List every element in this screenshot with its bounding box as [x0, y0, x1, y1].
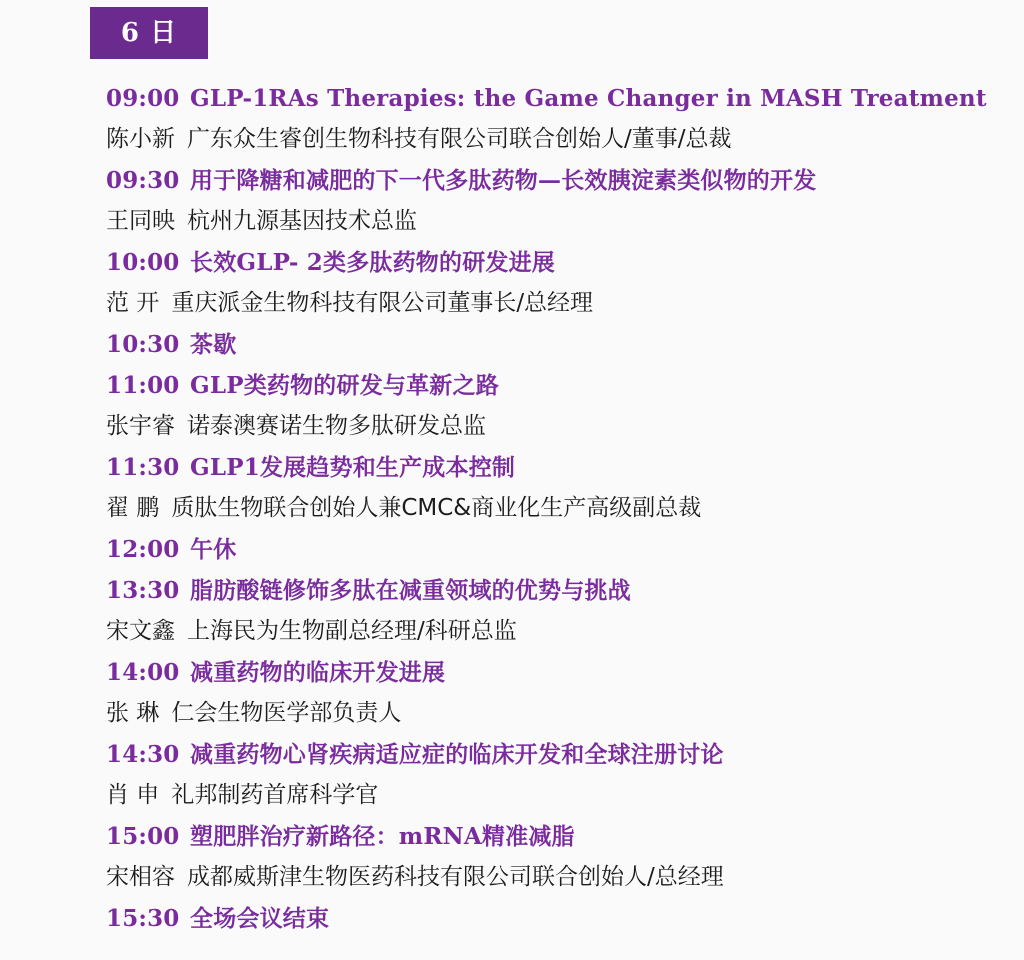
- speaker-row: [106, 406, 1006, 447]
- speaker-row: [106, 611, 1006, 652]
- session-title: 用于降糖和减肥的下一代多肽药物—长效胰淀素类似物的开发: [190, 167, 817, 194]
- speaker-affiliation: 重庆派金生物科技有限公司董事长/总经理: [171, 290, 594, 316]
- session-row: [106, 734, 1006, 775]
- speaker-row: [106, 775, 1006, 816]
- speaker-affiliation: 诺泰澳赛诺生物多肽研发总监: [187, 413, 486, 439]
- session-title: 减重药物心肾疾病适应症的临床开发和全球注册讨论: [190, 741, 724, 768]
- speaker-affiliation: 质肽生物联合创始人兼CMC&商业化生产高级副总裁: [171, 495, 702, 521]
- session-time: 13:30: [106, 577, 180, 604]
- session-row: [106, 816, 1006, 857]
- session-time: 11:30: [106, 454, 180, 481]
- session-row: [106, 570, 1006, 611]
- session-time: 14:00: [106, 659, 180, 686]
- speaker-row: [106, 201, 1006, 242]
- session-title: GLP1发展趋势和生产成本控制: [190, 454, 516, 481]
- speaker-affiliation: 杭州九源基因技术总监: [187, 208, 417, 234]
- session-row: [106, 365, 1006, 406]
- day-badge: 6 日: [90, 7, 208, 59]
- session-time: 12:00: [106, 536, 180, 563]
- speaker-affiliation: 礼邦制药首席科学官: [171, 782, 379, 808]
- session-title: 减重药物的临床开发进展: [190, 659, 446, 686]
- session-title: 午休: [190, 536, 237, 563]
- speaker-name: 宋文鑫: [106, 618, 175, 644]
- session-title: GLP-1RAs Therapies: the Game Changer in MASH Treatment: [190, 85, 987, 112]
- session-row: [106, 447, 1006, 488]
- session-time: 15:30: [106, 905, 180, 932]
- session-time: 10:00: [106, 249, 180, 276]
- session-title: 塑肥胖治疗新路径：mRNA精准减脂: [190, 823, 575, 850]
- session-title: 脂肪酸链修饰多肽在减重领域的优势与挑战: [190, 577, 631, 604]
- speaker-row: [106, 693, 1006, 734]
- speaker-name: 范 开: [106, 290, 160, 316]
- session-time: 09:00: [106, 85, 180, 112]
- schedule-list: [106, 78, 1006, 939]
- speaker-row: [106, 857, 1006, 898]
- speaker-row: [106, 283, 1006, 324]
- speaker-name: 陈小新: [106, 126, 175, 152]
- session-time: 15:00: [106, 823, 180, 850]
- session-title: 茶歇: [190, 331, 237, 358]
- speaker-affiliation: 广东众生睿创生物科技有限公司联合创始人/董事/总裁: [187, 126, 732, 152]
- speaker-name: 张 琳: [106, 700, 160, 726]
- session-time: 11:00: [106, 372, 180, 399]
- speaker-name: 宋相容: [106, 864, 175, 890]
- speaker-row: [106, 119, 1006, 160]
- speaker-affiliation: 上海民为生物副总经理/科研总监: [187, 618, 517, 644]
- session-row: [106, 652, 1006, 693]
- session-time: 10:30: [106, 331, 180, 358]
- session-row: [106, 898, 1006, 939]
- session-title: 全场会议结束: [190, 905, 330, 932]
- speaker-affiliation: 成都威斯津生物医药科技有限公司联合创始人/总经理: [187, 864, 724, 890]
- speaker-name: 翟 鹏: [106, 495, 160, 521]
- session-row: [106, 529, 1006, 570]
- speaker-affiliation: 仁会生物医学部负责人: [171, 700, 402, 726]
- session-time: 09:30: [106, 167, 180, 194]
- speaker-name: 王同映: [106, 208, 175, 234]
- session-row: [106, 324, 1006, 365]
- session-row: [106, 160, 1006, 201]
- session-row: [106, 242, 1006, 283]
- session-row: [106, 78, 1006, 119]
- speaker-name: 张宇睿: [106, 413, 175, 439]
- session-title: 长效GLP- 2类多肽药物的研发进展: [190, 249, 556, 276]
- session-title: GLP类药物的研发与革新之路: [190, 372, 499, 399]
- speaker-name: 肖 申: [106, 782, 160, 808]
- session-time: 14:30: [106, 741, 180, 768]
- speaker-row: [106, 488, 1006, 529]
